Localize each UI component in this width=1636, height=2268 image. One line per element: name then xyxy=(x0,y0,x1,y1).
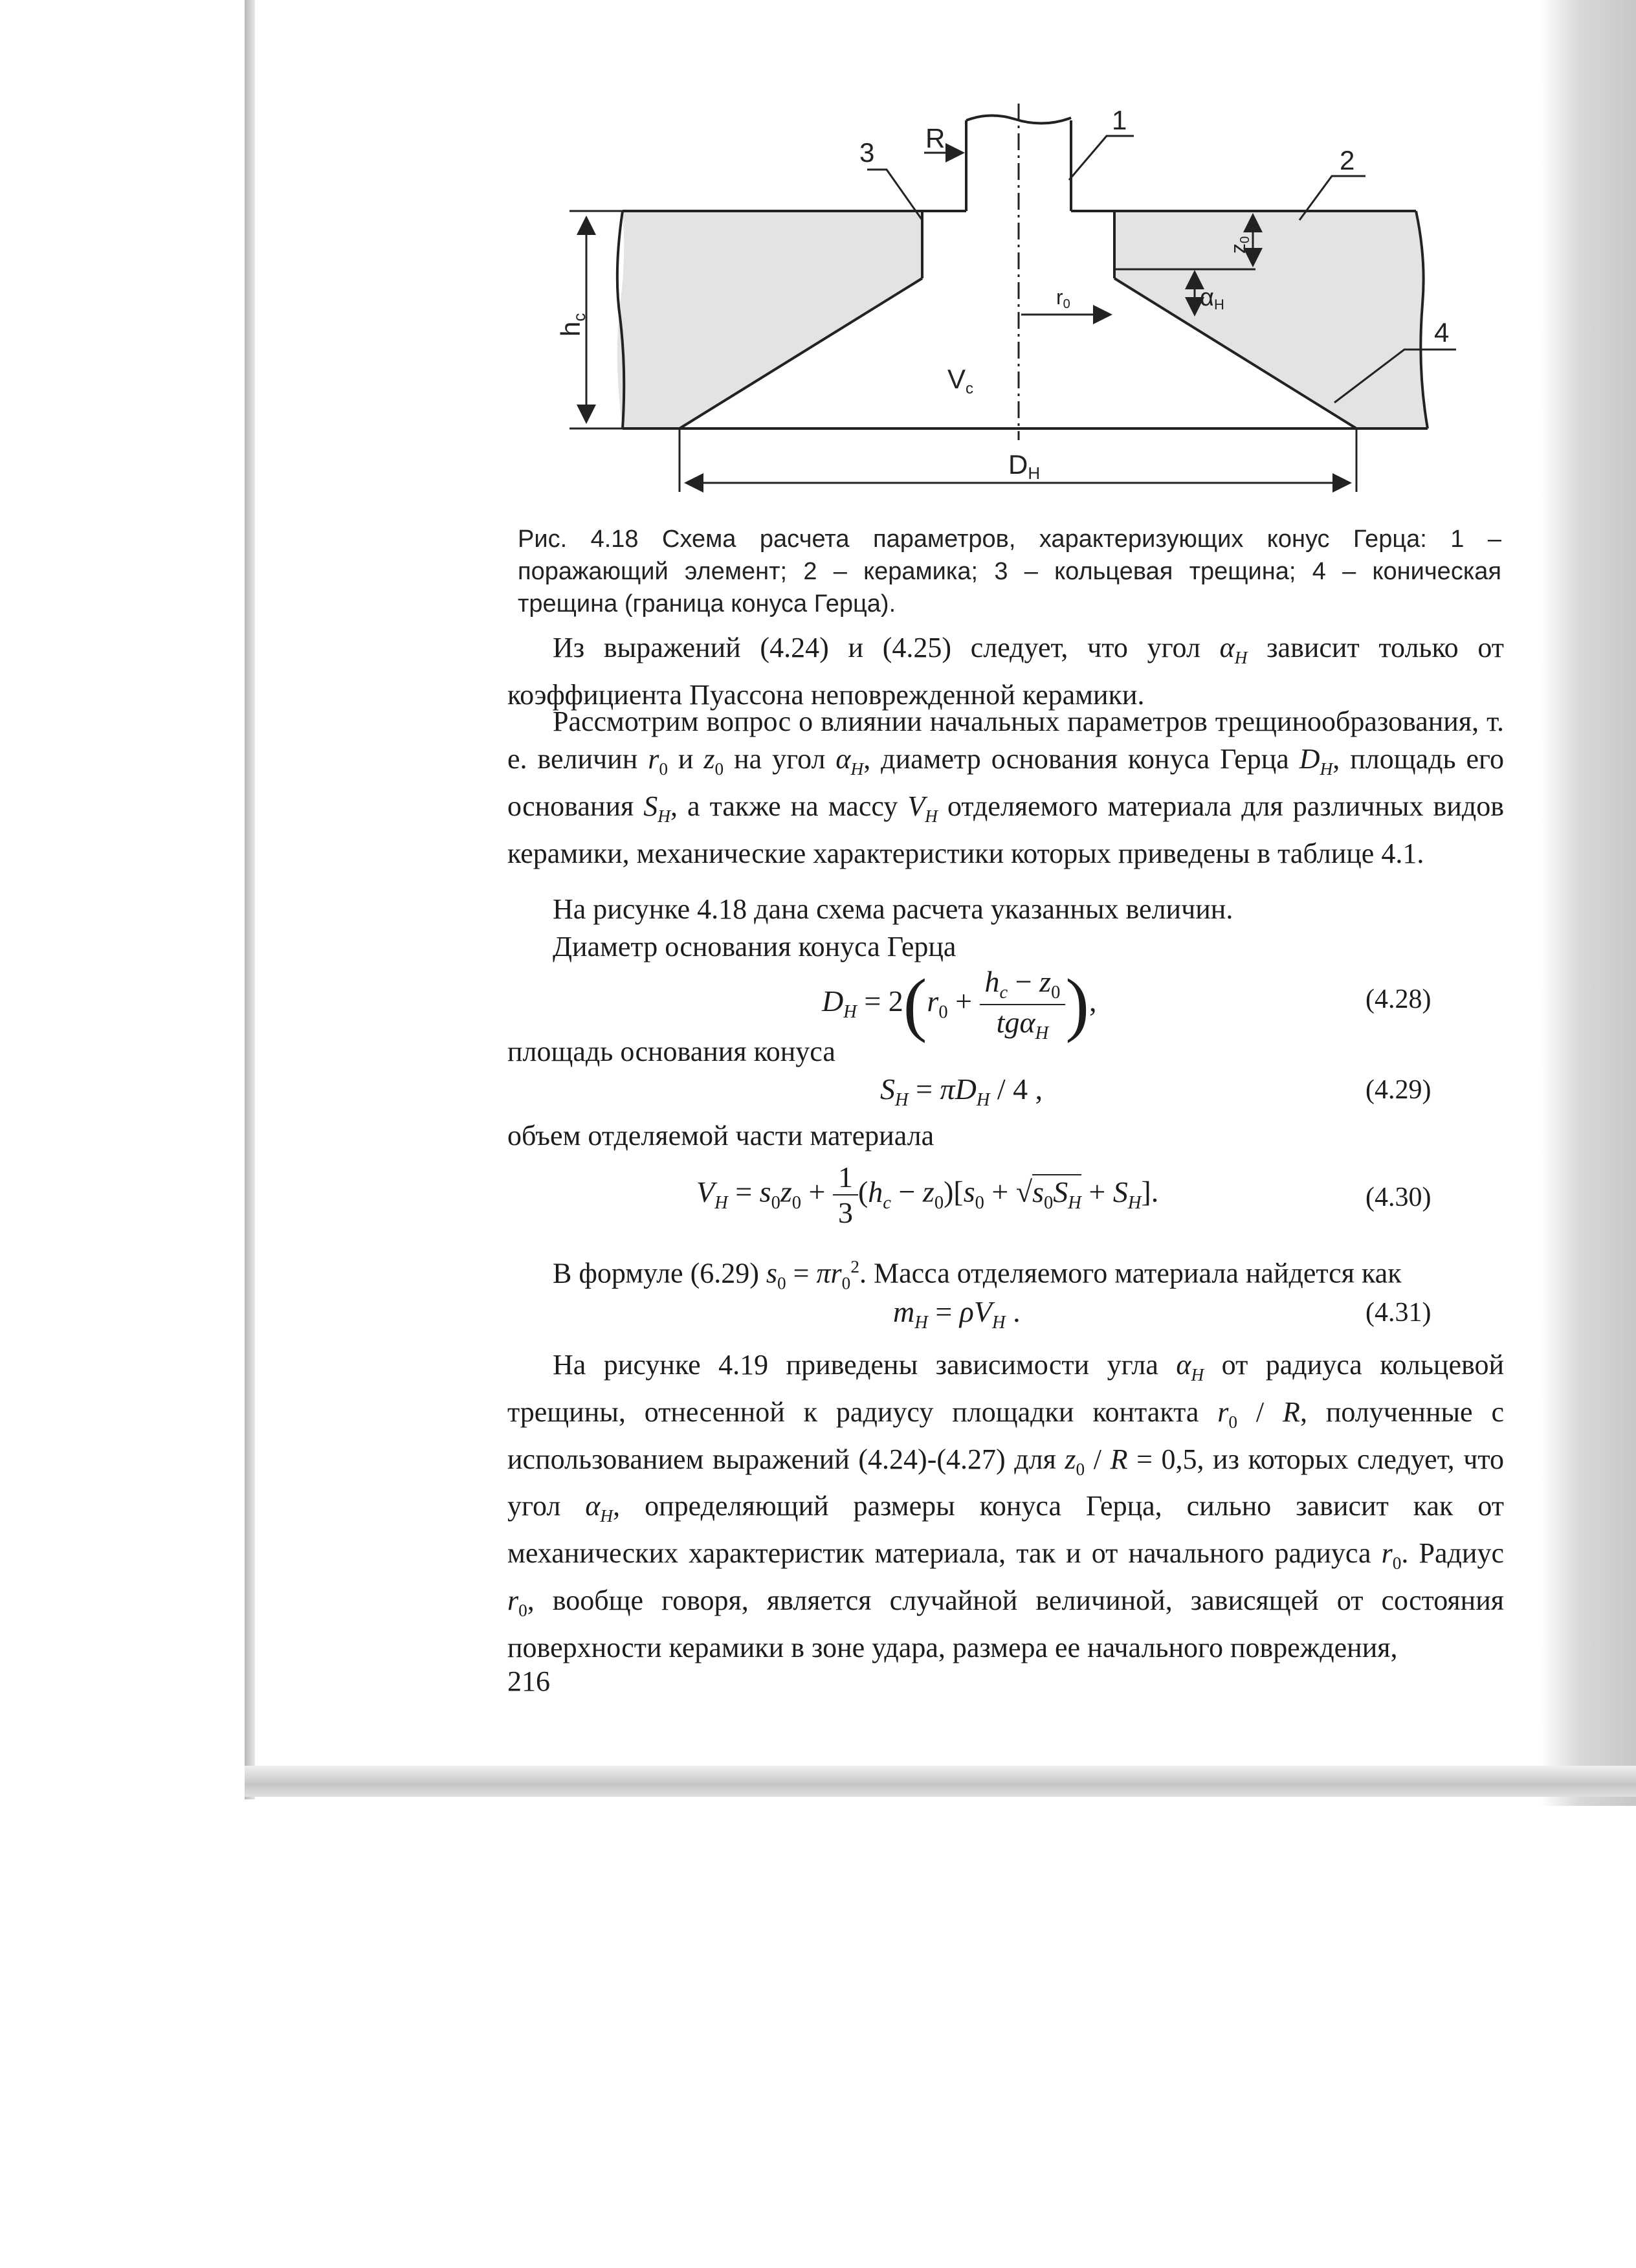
label-4: 4 xyxy=(1434,317,1450,348)
paragraph-6: объем отделяемой части материала xyxy=(507,1120,934,1151)
equation-4-29: $S_H = \pi D_H / 4$ , xyxy=(880,1073,1043,1111)
paragraph-7: В формуле (6.29) $s_0 = \pi r_0^2$. Масса отделяемого материала найдется как xyxy=(553,1257,1402,1293)
r-label: R xyxy=(925,123,945,153)
label-2: 2 xyxy=(1340,145,1355,175)
label-3: 3 xyxy=(859,137,875,168)
hc-label: hc xyxy=(555,313,589,337)
equation-number-4-30: (4.30) xyxy=(1365,1183,1432,1212)
paragraph-1: Из выражений (4.24) и (4.25) следует, что угол $\alpha_H$ зависит только от коэффициента Пуассона неповрежденной керамики. xyxy=(507,632,1504,711)
dh-label: DН xyxy=(1008,449,1041,483)
paragraph-4: Диаметр основания конуса Герца xyxy=(553,931,956,962)
vc-label: Vc xyxy=(947,364,974,397)
figure-caption: Рис. 4.18 Схема расчета параметров, характеризующих конус Герца: 1 – поражающий элемент; 2 – керамика; 3 – кольцевая трещина; 4 – коническая трещина (граница конуса Герца). xyxy=(518,526,1501,617)
equation-number-4-31: (4.31) xyxy=(1365,1298,1432,1328)
z0-label: z0 xyxy=(1226,236,1252,254)
equation-number-4-28: (4.28) xyxy=(1365,984,1432,1014)
equation-4-28: $D_H = 2(r_0$ + $\frac{h_c - z_0}{tg\alpha_H}$ ), xyxy=(822,964,1097,1043)
r0-label: r0 xyxy=(1056,285,1070,311)
paragraph-3: На рисунке 4.18 дана схема расчета указанных величин. xyxy=(553,893,1233,925)
paragraph-5: площадь основания конуса xyxy=(507,1036,835,1067)
alpha-label: αН xyxy=(1200,284,1224,313)
page-number: 216 xyxy=(507,1665,550,1697)
label-1: 1 xyxy=(1112,105,1127,135)
leader-1 xyxy=(1069,136,1134,180)
paragraph-2: Рассмотрим вопрос о влиянии начальных параметров трещинообразования, т. е. величин $r_0$ и $z_0$ на угол $\alpha_H$, диаметр основания конуса Герца $D_H$, площадь его основания $S_H$, а также на массу $V_H$ отделяемого материала для различных видов керамики, механические характеристики которых приведены в таблице 4.1. xyxy=(507,706,1505,869)
equation-number-4-29: (4.29) xyxy=(1365,1075,1432,1105)
paragraph-8: На рисунке 4.19 приведены зависимости угла $\alpha_H$ от радиуса кольцевой трещины, отнесенной к радиусу площадки контакта $r_0$ / R, полученные с использованием выражений (4.24)-(4.27) для $z_0 / R = 0,5$, из которых следует, что угол $\alpha_H$, определяющий размеры конуса Герца, сильно зависит как от механических характеристик материала, так и от начального радиуса $r_0$. Радиус $r_0$, вообще говоря, является случайной величиной, зависящей от состояния поверхности керамики в зоне удара, размера ее начального повреждения, xyxy=(507,1349,1505,1663)
equation-4-31: $m_H = \rho V_H$ . xyxy=(893,1295,1021,1333)
equation-4-30: $V_H = s_0z_0$ + $\frac{1}{3}$ $(h_c - z_0)[s_0 + √s_0S_H + S_H]$. xyxy=(696,1161,1159,1229)
